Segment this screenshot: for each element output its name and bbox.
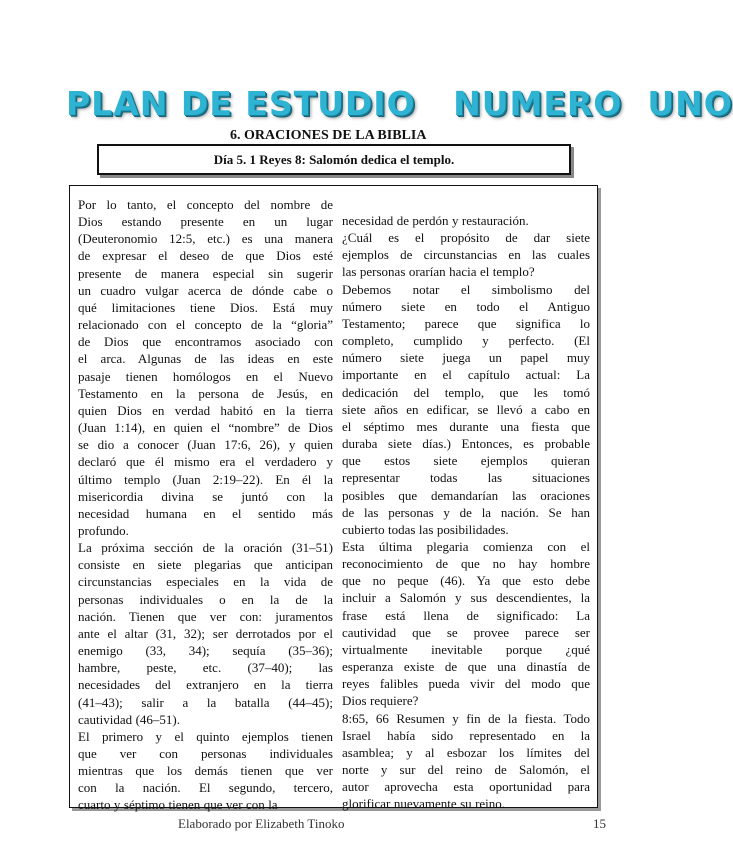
body-text-line: Debemos notar el simbolismo del <box>342 281 590 297</box>
body-text-line: virtualmente inevitable porque ¿qué <box>342 641 590 657</box>
body-text-line: ejemplos de circunstancias en las cuales <box>342 247 590 263</box>
body-text-line: necesidades del extranjero en la tierra <box>78 677 333 693</box>
body-text-line: autor aprovecha esta oportunidad para <box>342 779 590 795</box>
left-column <box>78 196 333 814</box>
body-text-line: asamblea; y al esbozar los límites del <box>342 744 590 760</box>
body-text-line: de Dios que encontramos asociado con <box>78 334 333 350</box>
body-text-line: Testamento en la persona de Jesús, en <box>78 385 333 401</box>
body-text-line: profundo. <box>78 522 129 538</box>
day-heading: Día 5. 1 Reyes 8: Salomón dedica el templo. <box>213 151 455 167</box>
body-text-line: Esta última plegaria comienza con el <box>342 538 590 554</box>
body-text-line: que ver con personas individuales <box>78 746 333 761</box>
body-text-line: se dio a conocer (Juan 17:6, 26), y quien <box>78 437 333 453</box>
body-text-line: número siete en todo el Antiguo <box>342 298 590 314</box>
body-text-line: enemigo (33, 34); sequía (35–36); <box>78 643 333 659</box>
body-text-line: representar todas las situaciones <box>342 470 590 486</box>
body-text-line: glorificar nuevamente su reino. <box>342 796 506 812</box>
body-text-line: Dios estando presente en un lugar <box>78 214 333 230</box>
body-text-line: El primero y el quinto ejemplos tienen <box>78 728 333 744</box>
body-text-line: Dios requiere? <box>342 693 419 709</box>
body-text-line: cuarto y séptimo tienen que ver con la <box>78 797 278 813</box>
body-text-line: consiste en siete plegarias que anticipan <box>78 557 333 573</box>
day-heading-box <box>97 144 571 175</box>
body-text-line: norte y sur del reino de Salomón, el <box>342 762 590 777</box>
body-text-line: hambre, peste, etc. (37–40); las <box>78 660 333 676</box>
lesson-title: 6. ORACIONES DE LA BIBLIA <box>230 128 427 143</box>
body-text-line: frase está llena de significado: La <box>342 607 590 623</box>
right-column <box>342 212 590 812</box>
body-text-line: último templo (Juan 2:19–22). En él la <box>78 471 333 487</box>
body-text-line: pasaje tienen homólogos en el Nuevo <box>78 368 333 384</box>
body-text-line: ¿Cuál es el propósito de dar siete <box>342 230 590 246</box>
body-text-line: esperanza existe de que una dinastía de <box>342 659 590 675</box>
body-text-line: La próxima sección de la oración (31–51) <box>78 540 333 556</box>
body-text-line: de las personas y de la nación. Se han <box>342 504 590 520</box>
body-text-line: las personas orarían hacia el templo? <box>342 264 535 280</box>
body-text-line: circunstancias especiales en la vida de <box>78 574 333 590</box>
banner-part-1: PLAN DE ESTUDIO <box>66 84 416 123</box>
body-text-line: ante el altar (31, 32); ser derrotados por el <box>78 625 333 641</box>
body-text-line: (Deuteronomio 12:5, etc.) es una manera <box>78 231 333 247</box>
body-text-line: dedicación del templo, que les tomó <box>342 384 590 400</box>
body-text-line: misericordia divina se juntó con la <box>78 488 333 504</box>
body-text-line: el arca. Algunas de las ideas en este <box>78 351 333 367</box>
body-text-line: incluir a Salomón y sus descendientes, la <box>342 590 590 606</box>
body-text-line: duraba siete días.) Entonces, es probable <box>342 436 590 452</box>
page-number: 15 <box>593 816 606 831</box>
body-text-line: quien Dios en verdad habitó en la tierra <box>78 402 333 418</box>
body-text-line: reconocimiento de que no hay hombre <box>342 556 590 572</box>
body-text-line: necesidad humana en el sentido más <box>78 505 333 521</box>
body-text-line: (41–43); salir a la batalla (44–45); <box>78 694 333 710</box>
footer-author: Elaborado por Elizabeth Tinoko <box>178 816 345 831</box>
body-text-line: 8:65, 66 Resumen y fin de la fiesta. Todo <box>342 710 590 726</box>
body-text-line: mientras que los demás tienen que ver <box>78 763 333 779</box>
body-text-line: el séptimo mes durante una fiesta que <box>342 418 590 434</box>
body-text-line: posibles que demandarían las oraciones <box>342 487 590 503</box>
body-text-line: de expresar el deseo de que Dios esté <box>78 248 333 264</box>
body-text-line: importante en el capítulo actual: La <box>342 367 590 383</box>
body-text-line: cubierto todas las posibilidades. <box>342 521 509 537</box>
body-text-line: que estos siete ejemplos quieran <box>342 453 590 469</box>
body-text-line: relacionado con el concepto de la “gloria” <box>78 317 333 333</box>
body-text-line: completo, cumplido y perfecto. (El <box>342 333 590 349</box>
body-text-line: qué limitaciones tiene Dios. Está muy <box>78 299 333 315</box>
body-text-line: necesidad de perdón y restauración. <box>342 213 529 228</box>
study-plan-banner <box>66 84 733 124</box>
body-text-line: nación. Tienen que ver con: juramentos <box>78 608 333 624</box>
body-text-line: Por lo tanto, el concepto del nombre de <box>78 197 333 212</box>
body-text-line: declaró que él mismo era el verdadero y <box>78 454 333 470</box>
body-text-line: Testamento; parece que significa lo <box>342 315 590 331</box>
body-text-line: Israel había sido representado en la <box>342 727 590 743</box>
body-text-line: presente de manera especial sin sugerir <box>78 265 333 281</box>
body-text-line: siete años en edificar, se llevó a cabo en <box>342 401 590 417</box>
body-text-line: con la nación. El segundo, tercero, <box>78 780 333 796</box>
body-text-line: número siete juega un papel muy <box>342 350 590 366</box>
body-text-line: que no peque (46). Ya que esto debe <box>342 573 590 589</box>
body-text-line: personas individuales o en la de la <box>78 591 333 607</box>
banner-part-2: NUMERO UNO <box>453 84 733 123</box>
body-text-line: reyes falibles pueda vivir del modo que <box>342 676 590 692</box>
body-text-line: cautividad que se provee parece ser <box>342 624 590 640</box>
body-text-line: un cuadro vulgar acerca de dónde cabe o <box>78 282 333 298</box>
body-text-line: cautividad (46–51). <box>78 711 181 727</box>
body-text-line: (Juan 1:14), en quien el “nombre” de Dios <box>78 420 333 436</box>
